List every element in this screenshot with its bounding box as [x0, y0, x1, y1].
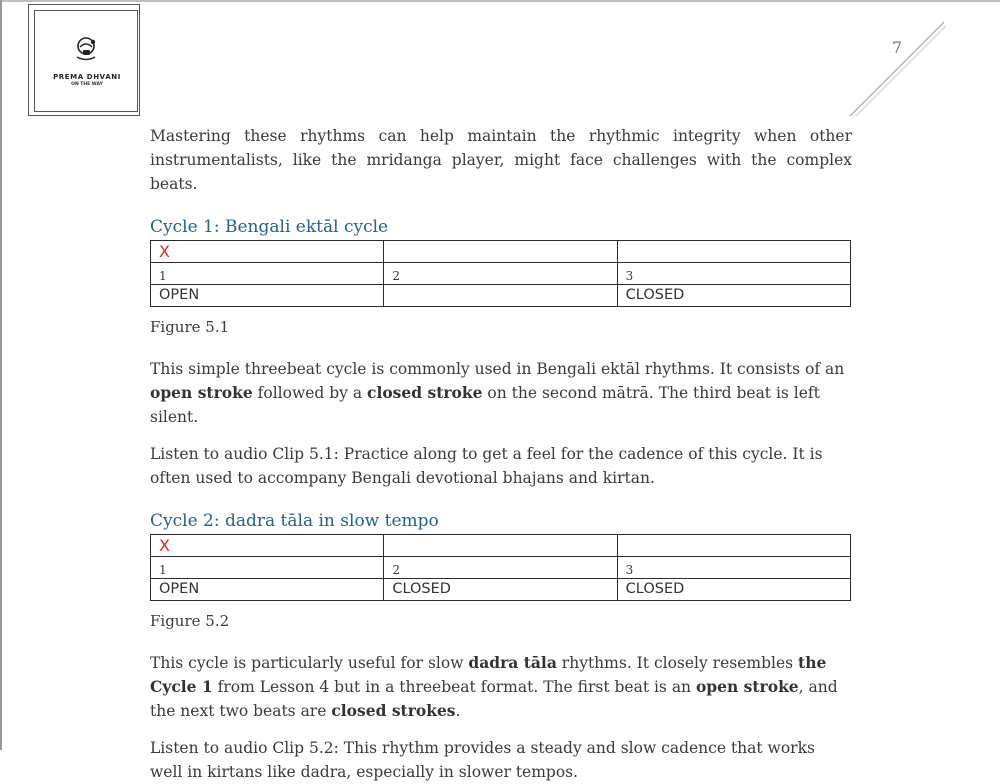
stroke-cell: CLOSED: [384, 579, 617, 601]
table-cell: [617, 241, 850, 263]
drum-player-icon: [71, 33, 101, 63]
table-cell: [384, 535, 617, 557]
stroke-cell: CLOSED: [617, 285, 850, 307]
beat-number: 3: [617, 557, 850, 579]
logo-name: PREMA DHVANI: [53, 73, 121, 81]
table-row: [151, 557, 851, 579]
main-content: [150, 124, 852, 784]
figure-caption: Figure 5.1: [150, 318, 230, 336]
beat-number: 1: [151, 263, 384, 285]
table-row: [151, 285, 851, 307]
page-border-top: [0, 0, 1000, 2]
beat-number: 3: [617, 263, 850, 285]
beat-number: 1: [151, 557, 384, 579]
cycle-1-audio-note: Listen to audio Clip 5.1: Practice along to get a feel for the cadence of this cycle. It is often used to accompany Bengali devotional bhajans and kirtan.: [150, 445, 823, 487]
stroke-cell: CLOSED: [617, 579, 850, 601]
page-border-left: [0, 0, 2, 750]
logo-tagline: ON THE WAY: [71, 82, 103, 87]
cycle-2-table: [150, 534, 851, 601]
cycle-2-heading: Cycle 2: dadra tāla in slow tempo: [150, 511, 439, 531]
cycle-1-heading: Cycle 1: Bengali ektāl cycle: [150, 217, 389, 237]
beat-marker: X: [151, 241, 384, 263]
page-number: 7: [892, 38, 903, 57]
logo: [34, 10, 138, 112]
table-cell: [384, 241, 617, 263]
cycle-1-table: [150, 240, 851, 307]
figure-caption: Figure 5.2: [150, 612, 230, 630]
beat-number: 2: [384, 557, 617, 579]
stroke-cell: [384, 285, 617, 307]
table-row: [151, 241, 851, 263]
stroke-cell: OPEN: [151, 579, 384, 601]
table-row: [151, 579, 851, 601]
cycle-1-description: This simple threebeat cycle is commonly used in Bengali ektāl rhythms. It consists of an open stroke followed by a closed stroke on the second mātrā. The third beat is left silent.: [150, 360, 845, 426]
table-row: [151, 535, 851, 557]
table-cell: [617, 535, 850, 557]
stroke-cell: OPEN: [151, 285, 384, 307]
beat-number: 2: [384, 263, 617, 285]
cycle-2-audio-note: Listen to audio Clip 5.2: This rhythm provides a steady and slow cadence that works well in kirtans like dadra, especially in slower tempos.: [150, 739, 815, 781]
cycle-2-description: This cycle is particularly useful for slow dadra tāla rhythms. It closely resembles the Cycle 1 from Lesson 4 but in a threebeat format. The first beat is an open stroke, and the next two beats are closed strokes.: [150, 653, 838, 720]
corner-decoration: [846, 18, 950, 122]
intro-paragraph: Mastering these rhythms can help maintain the rhythmic integrity when other instrumentalists, like the mridanga player, might face challenges with the complex beats.: [150, 127, 852, 193]
table-row: [151, 263, 851, 285]
beat-marker: X: [151, 535, 384, 557]
